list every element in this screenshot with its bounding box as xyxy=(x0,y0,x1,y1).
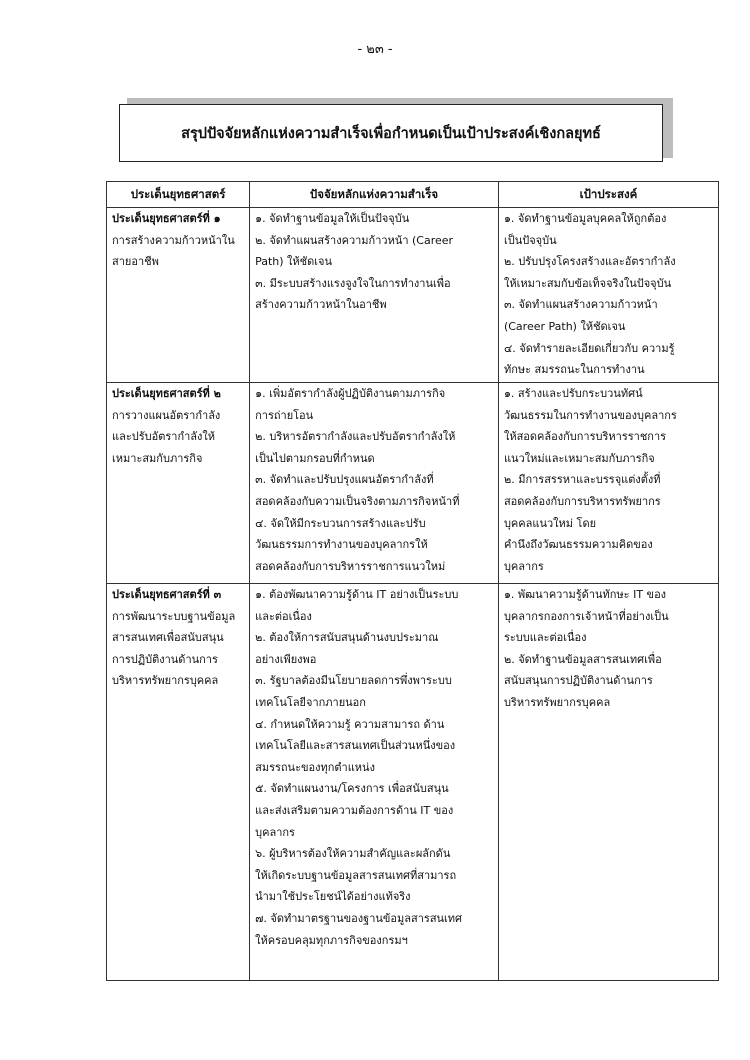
table-row xyxy=(107,208,719,383)
column-header-factors: ปัจจัยหลักแห่งความสำเร็จ xyxy=(250,182,499,208)
factor-line: Path) ให้ชัดเจน xyxy=(255,255,333,269)
goal-line: วัฒนธรรมในการทำงานของบุคลากร xyxy=(503,408,677,422)
issue-line: สารสนเทศเพื่อสนับสนุน xyxy=(112,631,224,645)
factor-line: ๔. กำหนดให้ความรู้ ความสามารถ ด้าน xyxy=(255,717,445,731)
factor-line: อย่างเพียงพอ xyxy=(255,652,317,666)
issue-title: ประเด็นยุทธศาสตร์ที่ ๑ xyxy=(112,212,221,225)
issue-line: การสร้างความก้าวหน้าใน xyxy=(112,233,235,247)
goal-line: บุคลากรกองการเจ้าหน้าที่อย่างเป็น xyxy=(503,609,669,623)
table-header-row xyxy=(107,182,719,208)
factor-line: ให้เกิดระบบฐานข้อมูลสารสนเทศที่สามารถ xyxy=(255,868,457,882)
goal-line: ๔. จัดทำรายละเอียดเกี่ยวกับ ความรู้ xyxy=(503,341,675,355)
goal-line: บริหารทรัพยากรบุคคล xyxy=(503,695,611,709)
goal-line: เป็นปัจจุบัน xyxy=(503,233,557,247)
goal-line: ๒. จัดทำฐานข้อมูลสารสนเทศเพื่อ xyxy=(503,652,662,666)
page-title: สรุปปัจจัยหลักแห่งความสำเร็จเพื่อกำหนดเป็นเป้าประสงค์เชิงกลยุทธ์ xyxy=(119,104,663,162)
factors-cell xyxy=(250,208,499,383)
issue-cell xyxy=(107,383,250,584)
goal-line: สอดคล้องกับการบริหารทรัพยากร xyxy=(503,494,661,508)
goal-line: (Career Path) ให้ชัดเจน xyxy=(503,319,626,333)
table-row xyxy=(107,383,719,584)
factor-line: ๓. จัดทำและปรับปรุงแผนอัตรากำลังที่ xyxy=(255,473,434,487)
factor-line: เทคโนโลยีและสารสนเทศเป็นส่วนหนึ่งของ xyxy=(255,739,456,753)
factor-line: ๓. รัฐบาลต้องมีนโยบายลดการพึ่งพาระบบ xyxy=(255,674,452,688)
goal-line: ให้เหมาะสมกับข้อเท็จจริงในปัจจุบัน xyxy=(503,276,672,290)
factor-line: ๗. จัดทำมาตรฐานของฐานข้อมูลสารสนเทศ xyxy=(255,911,463,925)
factor-line: สมรรถนะของทุกตำแหน่ง xyxy=(255,760,375,774)
goal-line: ให้สอดคล้องกับการบริหารราชการ xyxy=(503,430,667,444)
issue-line: การปฏิบัติงานด้านการ xyxy=(112,652,218,666)
factor-line: เป็นไปตามกรอบที่กำหนด xyxy=(255,451,375,465)
factor-line: ๑. จัดทำฐานข้อมูลให้เป็นปัจจุบัน xyxy=(255,212,410,225)
factor-line: ๖. ผู้บริหารต้องให้ความสำคัญและผลักดัน xyxy=(255,847,451,861)
factor-line: ๒. ต้องให้การสนับสนุนด้านงบประมาณ xyxy=(255,631,439,645)
factor-line: เทคโนโลยีจากภายนอก xyxy=(255,695,366,709)
factor-line: สร้างความก้าวหน้าในอาชีพ xyxy=(255,298,387,312)
column-header-issue: ประเด็นยุทธศาสตร์ xyxy=(107,182,250,208)
issue-title: ประเด็นยุทธศาสตร์ที่ ๓ xyxy=(112,588,222,601)
factor-line: สอดคล้องกับการบริหารราชการแนวใหม่ xyxy=(255,559,446,573)
factor-line: ๑. ต้องพัฒนาความรู้ด้าน IT อย่างเป็นระบบ xyxy=(255,588,459,601)
issue-line: บริหารทรัพยากรบุคคล xyxy=(112,674,219,688)
goal-line: ๑. สร้างและปรับกระบวนทัศน์ xyxy=(503,387,643,400)
goal-line: ๒. ปรับปรุงโครงสร้างและอัตรากำลัง xyxy=(503,255,676,269)
factor-line: ๕. จัดทำแผนงาน/โครงการ เพื่อสนับสนุน xyxy=(255,782,449,796)
goal-line: ๓. จัดทำแผนสร้างความก้าวหน้า xyxy=(503,298,658,312)
factor-line: ๒. จัดทำแผนสร้างความก้าวหน้า (Career xyxy=(255,233,454,247)
goal-line: ระบบและต่อเนื่อง xyxy=(503,631,587,645)
goal-line: ทักษะ สมรรถนะในการทำงาน xyxy=(503,363,645,377)
factor-line: ให้ครอบคลุมทุกภารกิจของกรมฯ xyxy=(255,933,408,947)
factor-line: วัฒนธรรมการทำงานของบุคลากรให้ xyxy=(255,538,428,552)
issue-line: เหมาะสมกับภารกิจ xyxy=(112,451,203,465)
goal-line: ๒. มีการสรรหาและบรรจุแต่งตั้งที่ xyxy=(503,473,661,487)
issue-line: และปรับอัตรากำลังให้ xyxy=(112,430,216,444)
factor-line: นำมาใช้ประโยชน์ได้อย่างแท้จริง xyxy=(255,890,411,904)
goal-line: แนวใหม่และเหมาะสมกับภารกิจ xyxy=(503,451,655,465)
goal-line: บุคคลแนวใหม่ โดย xyxy=(503,516,597,530)
goals-cell xyxy=(498,584,718,981)
issue-cell xyxy=(107,584,250,981)
strategy-table xyxy=(106,181,719,981)
issue-line: สายอาชีพ xyxy=(112,255,159,269)
issue-cell xyxy=(107,208,250,383)
issue-title: ประเด็นยุทธศาสตร์ที่ ๒ xyxy=(112,387,221,400)
factor-line: บุคลากร xyxy=(255,825,295,839)
factor-line: และต่อเนื่อง xyxy=(255,609,312,623)
goals-cell xyxy=(498,208,718,383)
factor-line: สอดคล้องกับความเป็นจริงตามภารกิจหน้าที่ xyxy=(255,494,460,508)
goal-line: ๑. จัดทำฐานข้อมูลบุคคลให้ถูกต้อง xyxy=(503,212,667,225)
table-row xyxy=(107,584,719,981)
factor-line: ๒. บริหารอัตรากำลังและปรับอัตรากำลังให้ xyxy=(255,430,456,444)
factor-line: ๑. เพิ่มอัตรากำลังผู้ปฏิบัติงานตามภารกิจ xyxy=(255,387,446,400)
page-number: - ๒๓ - xyxy=(357,42,393,57)
factor-line: การถ่ายโอน xyxy=(255,408,314,422)
goal-line: ๑. พัฒนาความรู้ด้านทักษะ IT ของ xyxy=(503,588,667,601)
goals-cell xyxy=(498,383,718,584)
factor-line: และส่งเสริมตามความต้องการด้าน IT ของ xyxy=(255,803,454,817)
factor-line: ๔. จัดให้มีกระบวนการสร้างและปรับ xyxy=(255,516,426,530)
goal-line: คำนึงถึงวัฒนธรรมความคิดของ xyxy=(503,538,653,552)
column-header-goals: เป้าประสงค์ xyxy=(498,182,718,208)
goal-line: บุคลากร xyxy=(503,559,544,573)
factor-line: ๓. มีระบบสร้างแรงจูงใจในการทำงานเพื่อ xyxy=(255,276,451,290)
issue-line: การวางแผนอัตรากำลัง xyxy=(112,408,221,422)
issue-line: การพัฒนาระบบฐานข้อมูล xyxy=(112,609,236,623)
factors-cell xyxy=(250,383,499,584)
factors-cell xyxy=(250,584,499,981)
goal-line: สนับสนุนการปฏิบัติงานด้านการ xyxy=(503,674,653,688)
